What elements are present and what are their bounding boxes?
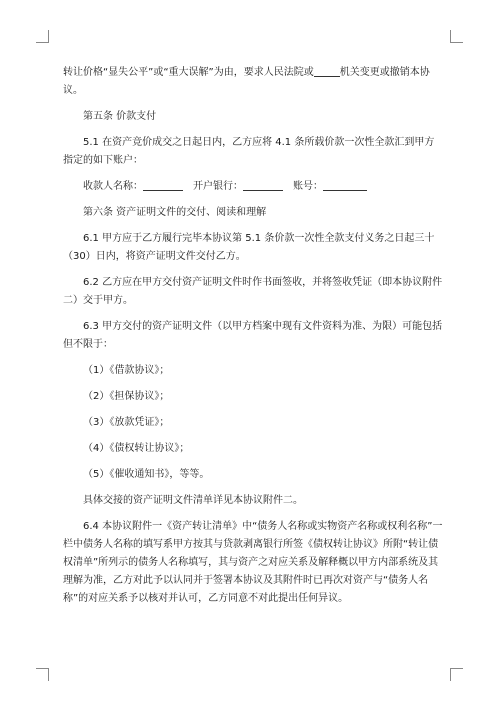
crop-mark-top-right (450, 30, 463, 43)
list-item: （2）《担保协议》； (83, 391, 170, 402)
text: 机关变更或撤销本协议。 (63, 67, 430, 96)
account-info-line (63, 178, 443, 196)
text: 转让价格“显失公平”或“重大误解”为由，要求人民法院或 (63, 67, 314, 78)
clause-6-4: 6.4 本协议附件一《资产转让清单》中“债务人名称或实物资产名称或权利名称”一栏中债务人名称的填写系甲方按其与贷款剥离银行所签《债权转让协议》所附“转让债权清单”所列示的债务人名称填写，其与资产之对应关系及解释概以甲方内部系统及其理解为准，乙方对此予以认同并于签署本协议及其附件时已再次对资产与“债务人名称”的对应关系予以核对并认可，乙方同意不对此提出任何异议。 (63, 521, 443, 604)
payee-label: 收款人名称： (83, 181, 143, 192)
list-item: （3）《放款凭证》； (83, 417, 170, 428)
bank-blank (243, 179, 283, 191)
list-item: （4）《债权转让协议》； (83, 443, 190, 454)
payee-blank (143, 179, 183, 191)
crop-mark-top-left (36, 30, 49, 43)
blank-field (314, 65, 340, 77)
crop-mark-bottom-right (450, 668, 463, 681)
article-6-title: 第六条 资产证明文件的交付、阅读和理解 (83, 207, 267, 218)
clause-6-1: 6.1 甲方应于乙方履行完毕本协议第 5.1 条价款一次性全款支付义务之日起三十（30）日内，将资产证明文件交付乙方。 (63, 233, 435, 262)
account-label: 账号： (293, 181, 323, 192)
clause-6-3: 6.3 甲方交付的资产证明文件（以甲方档案中现有文件资料为准、为限）可能包括但不限于： (63, 321, 443, 350)
list-note: 具体交接的资产证明文件清单详见本协议附件二。 (83, 495, 303, 506)
list-item: （5）《催收通知书》，等等。 (83, 469, 210, 480)
clause-6-2: 6.2 乙方应在甲方交付资产证明文件时作书面签收，并将签收凭证（即本协议附件二）交于甲方。 (63, 277, 443, 306)
article-5-title: 第五条 价款支付 (83, 111, 157, 122)
clause-5-1: 5.1 在资产竞价成交之日起日内，乙方应将 4.1 条所载价款一次性全款汇到甲方指定的如下账户： (63, 137, 435, 166)
continuation-paragraph (63, 64, 443, 100)
account-blank (323, 179, 367, 191)
list-item: （1）《借款协议》； (83, 365, 170, 376)
bank-label: 开户银行： (193, 181, 243, 192)
crop-mark-bottom-left (36, 668, 49, 681)
document-page (63, 64, 443, 616)
